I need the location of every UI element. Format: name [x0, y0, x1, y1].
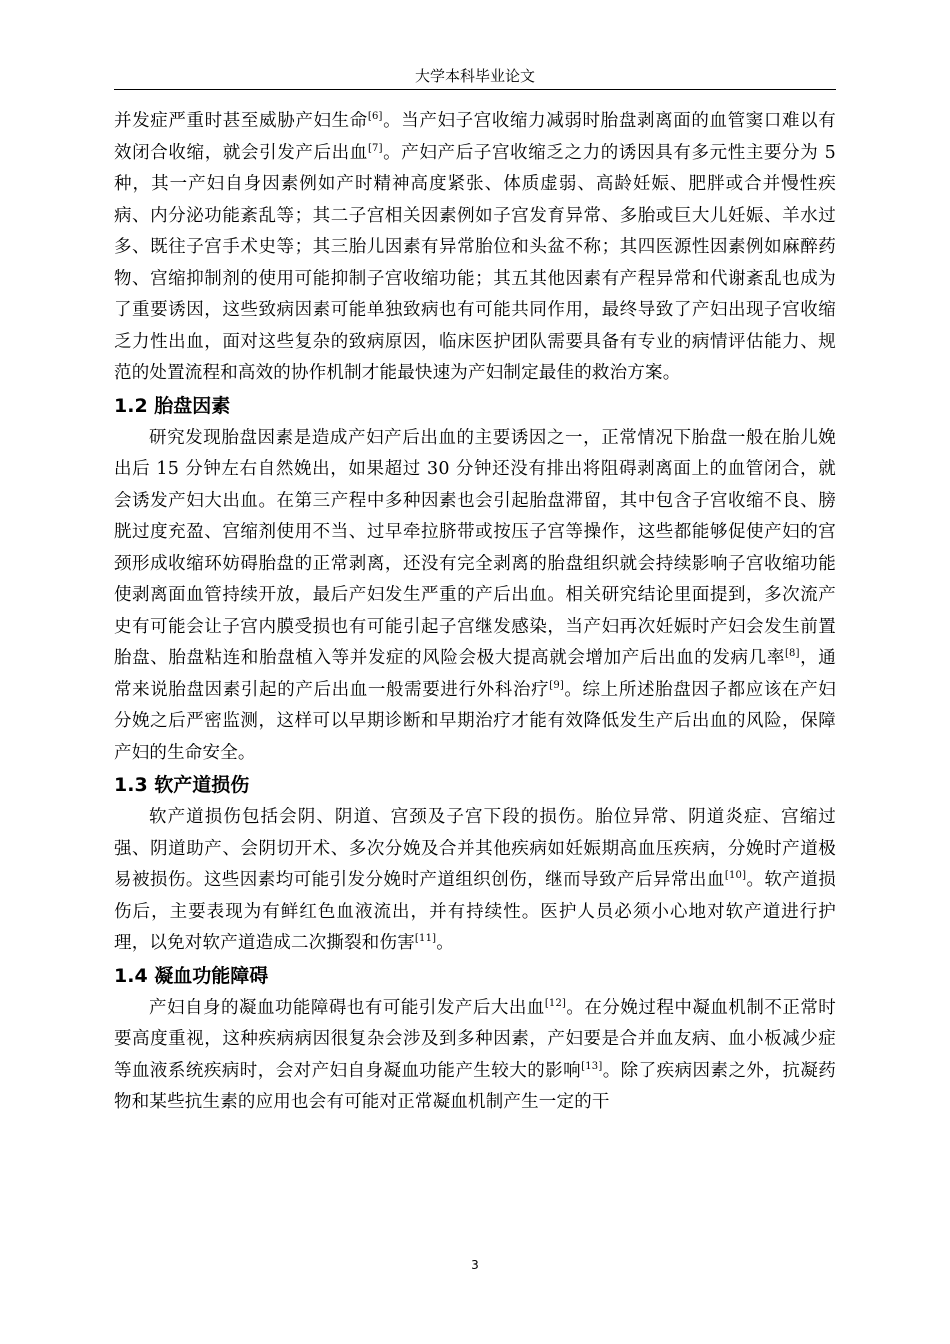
text-run: ，通常来说胎盘因素引起的产后出血一般需要进行外科治疗: [114, 648, 836, 700]
citation-ref: [12]: [544, 997, 567, 1009]
section-heading-1-4: 1.4 凝血功能障碍: [114, 964, 269, 987]
page-body: [114, 106, 836, 1119]
text-run: 。软产道损伤后，主要表现为有鲜红色血液流出，并有持续性。医护人员必须小心地对软产道进行护理，以免对软产道造成二次撕裂和伤害: [114, 870, 836, 953]
text-run: 软产道损伤包括会阴、阴道、宫颈及子宫下段的损伤。胎位异常、阴道炎症、宫缩过强、阴道助产、会阴切开术、多次分娩及合并其他疾病如妊娠期高血压疾病，分娩时产道极易被损伤。这些因素均可能引发分娩时产道组织创伤，继而导致产后异常出血: [114, 807, 836, 890]
paragraph-coagulation-disorder: [114, 993, 836, 1119]
citation-ref: [13]: [581, 1060, 603, 1072]
citation-ref: [10]: [724, 870, 747, 881]
paragraph-1-1-continuation: [114, 106, 836, 390]
citation-ref: [6]: [367, 111, 383, 122]
section-heading-1-3: 1.3 软产道损伤: [114, 774, 250, 796]
text-run: 。当产妇子宫收缩力减弱时胎盘剥离面的血管窦口难以有效闭合收缩，就会引发产后出血: [114, 111, 836, 163]
text-run: 产妇自身的凝血功能障碍也有可能引发产后大出血: [149, 997, 545, 1018]
running-header: 大学本科毕业论文: [414, 67, 535, 85]
citation-ref: [7]: [367, 142, 383, 154]
text-run: 研究发现胎盘因素是造成产妇产后出血的主要诱因之一，正常情况下胎盘一般在胎儿娩出后 15 分钟左右自然娩出，如果超过 30 分钟还没有排出将阻碍剥离面上的血管闭合，就会诱发产妇大出血。在第三产程中多种因素也会引起胎盘滞留，其中包含子宫收缩不良、膀胱过度充盈、宫缩剂使用不当、过早牵拉脐带或按压子宫等操作，这些都能够促使产妇的宫颈形成收缩环妨碍胎盘的正常剥离，还没有完全剥离的胎盘组织就会持续影响子宫收缩功能使剥离面血管持续开放，最后产妇发生严重的产后出血。相关研究结论里面提到，多次流产史有可能会让子宫内膜受损也有可能引起子宫继发感染，当产妇再次妊娠时产妇会发生前置胎盘、胎盘粘连和胎盘植入等并发症的风险会极大提高就会增加产后出血的发病几率: [114, 427, 836, 668]
section-heading-1-2: 1.2 胎盘因素: [114, 394, 231, 417]
header-rule: [114, 89, 836, 90]
page-number: 3: [471, 1258, 479, 1272]
citation-ref: [11]: [414, 933, 437, 944]
citation-ref: [9]: [549, 679, 564, 691]
text-run: 并发症严重时甚至威胁产妇生命: [114, 111, 368, 131]
text-run: 。除了疾病因素之外，抗凝药物和某些抗生素的应用也会有可能对正常凝血机制产生一定的干: [114, 1060, 836, 1112]
text-run: 。: [436, 933, 454, 953]
citation-ref: [8]: [784, 648, 800, 659]
paragraph-placental-factors: [114, 423, 836, 770]
text-run: 。综上所述胎盘因子都应该在产妇分娩之后严密监测，这样可以早期诊断和早期治疗才能有效降低发生产后出血的风险，保障产妇的生命安全。: [114, 679, 836, 763]
text-run: 。在分娩过程中凝血机制不正常时要高度重视，这种疾病病因很复杂会涉及到多种因素，产妇要是合并血友病、血小板减少症等血液系统疾病时，会对产妇自身凝血功能产生较大的影响: [114, 997, 837, 1081]
text-run: 。产妇产后子宫收缩乏之力的诱因具有多元性主要分为 5 种，其一产妇自身因素例如产时精神高度紧张、体质虚弱、高龄妊娠、肥胖或合并慢性疾病、内分泌功能紊乱等；其二子宫相关因素例如子宫发育异常、多胎或巨大儿妊娠、羊水过多、既往子宫手术史等；其三胎儿因素有异常胎位和头盆不称；其四医源性因素例如麻醉药物、宫缩抑制剂的使用可能抑制子宫收缩功能；其五其他因素有产程异常和代谢紊乱也成为了重要诱因，这些致病因素可能单独致病也有可能共同作用，最终导致了产妇出现子宫收缩乏力性出血，面对这些复杂的致病原因，临床医护团队需要具备有专业的病情评估能力、规范的处置流程和高效的协作机制才能最快速为产妇制定最佳的救治方案。: [114, 142, 836, 383]
paragraph-soft-birth-canal-injury: [114, 802, 836, 960]
